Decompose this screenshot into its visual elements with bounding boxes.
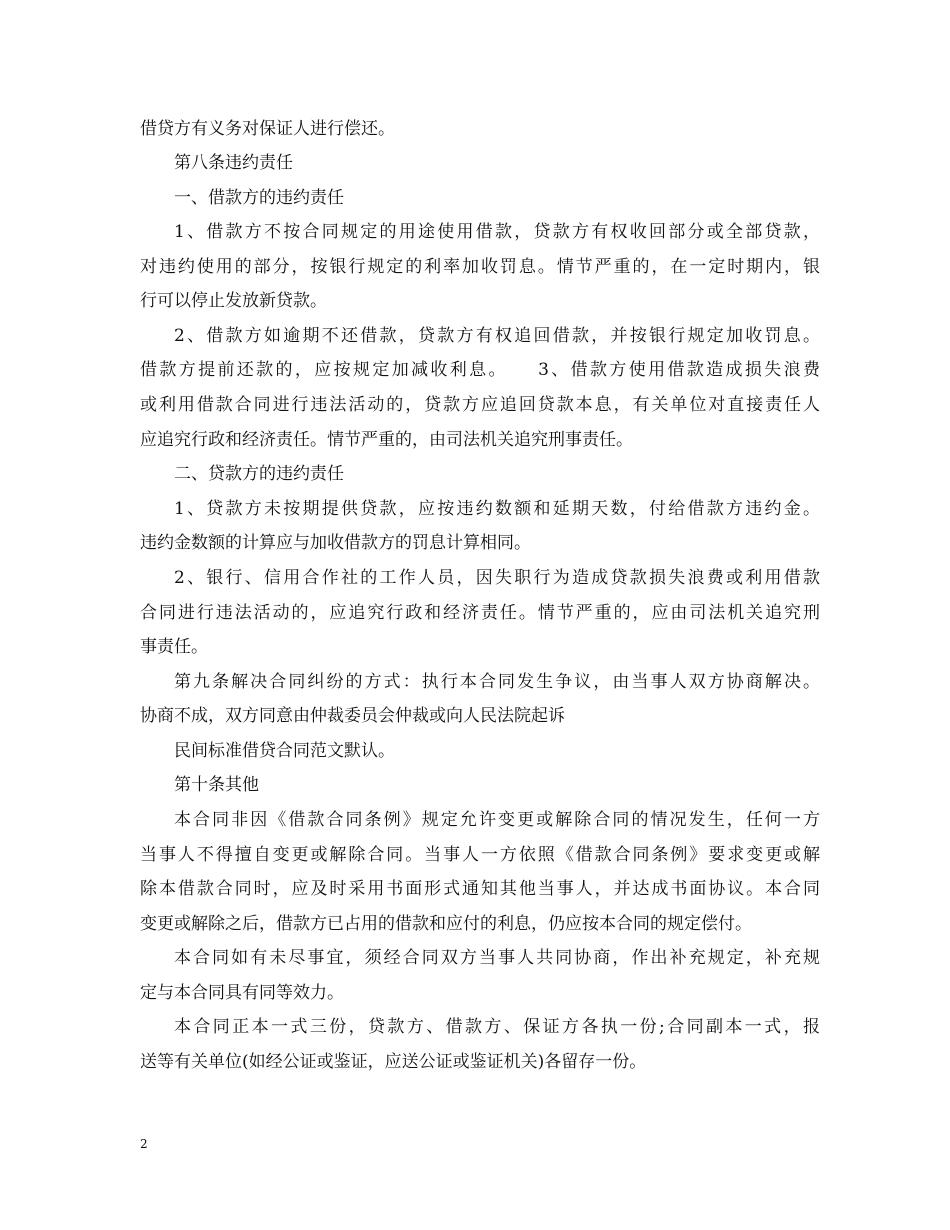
- text-line: 或利用借款合同进行违法活动的，贷款方应追回贷款本息，有关单位对直接责任人: [140, 395, 820, 415]
- text-line: 除本借款合同时，应及时采用书面形式通知其他当事人，并达成书面协议。本合同: [140, 879, 820, 899]
- text-line: 2、借款方如逾期不还借款，贷款方有权追回借款，并按银行规定加收罚息。: [174, 326, 820, 346]
- text-line: 协商不成，双方同意由仲裁委员会仲裁或向人民法院起诉: [140, 706, 565, 726]
- text-line: 应追究行政和经济责任。情节严重的，由司法机关追究刑事责任。: [140, 430, 633, 450]
- text-line: 定与本合同具有同等效力。: [140, 983, 344, 1003]
- text-line: 1、借款方不按合同规定的用途使用借款，贷款方有权收回部分或全部贷款，: [174, 222, 820, 242]
- text-line: 行可以停止发放新贷款。: [140, 291, 327, 311]
- text-line: 2、银行、信用合作社的工作人员，因失职行为造成贷款损失浪费或利用借款: [174, 568, 820, 588]
- text-line: 本合同正本一式三份，贷款方、借款方、保证方各执一份;合同副本一式，报: [174, 1017, 820, 1037]
- section-heading: 第九条解决合同纠纷的方式：执行本合同发生争议，由当事人双方协商解决。: [174, 672, 820, 692]
- text-line: 违约金数额的计算应与加收借款方的罚息计算相同。: [140, 533, 531, 553]
- text-line: 当事人不得擅自变更或解除合同。当事人一方依照《借款合同条例》要求变更或解: [140, 845, 820, 865]
- section-heading: 第十条其他: [174, 775, 259, 795]
- text-line: 民间标准借贷合同范文默认。: [174, 741, 395, 761]
- subsection-heading: 二、贷款方的违约责任: [174, 464, 344, 484]
- text-line: 变更或解除之后，借款方已占用的借款和应付的利息，仍应按本合同的规定偿付。: [140, 914, 752, 934]
- page-number: 2: [140, 1137, 148, 1151]
- text-line: 1、贷款方未按期提供贷款，应按违约数额和延期天数，付给借款方违约金。: [174, 499, 820, 519]
- text-line: 本合同非因《借款合同条例》规定允许变更或解除合同的情况发生，任何一方: [174, 810, 820, 830]
- subsection-heading: 一、借款方的违约责任: [174, 188, 344, 208]
- text-line: 借贷方有义务对保证人进行偿还。: [140, 119, 395, 139]
- text-line: 事责任。: [140, 637, 208, 657]
- text-line: 合同进行违法活动的，应追究行政和经济责任。情节严重的，应由司法机关追究刑: [140, 603, 820, 623]
- text-line: 对违约使用的部分，按银行规定的利率加收罚息。情节严重的，在一定时期内，银: [140, 257, 820, 277]
- text-line: 送等有关单位(如经公证或鉴证，应送公证或鉴证机关)各留存一份。: [140, 1052, 647, 1072]
- section-heading: 第八条违约责任: [174, 153, 293, 173]
- text-line: 借款方提前还款的，应按规定加减收利息。 3、借款方使用借款造成损失浪费: [140, 360, 820, 380]
- text-line: 本合同如有未尽事宜，须经合同双方当事人共同协商，作出补充规定，补充规: [174, 948, 820, 968]
